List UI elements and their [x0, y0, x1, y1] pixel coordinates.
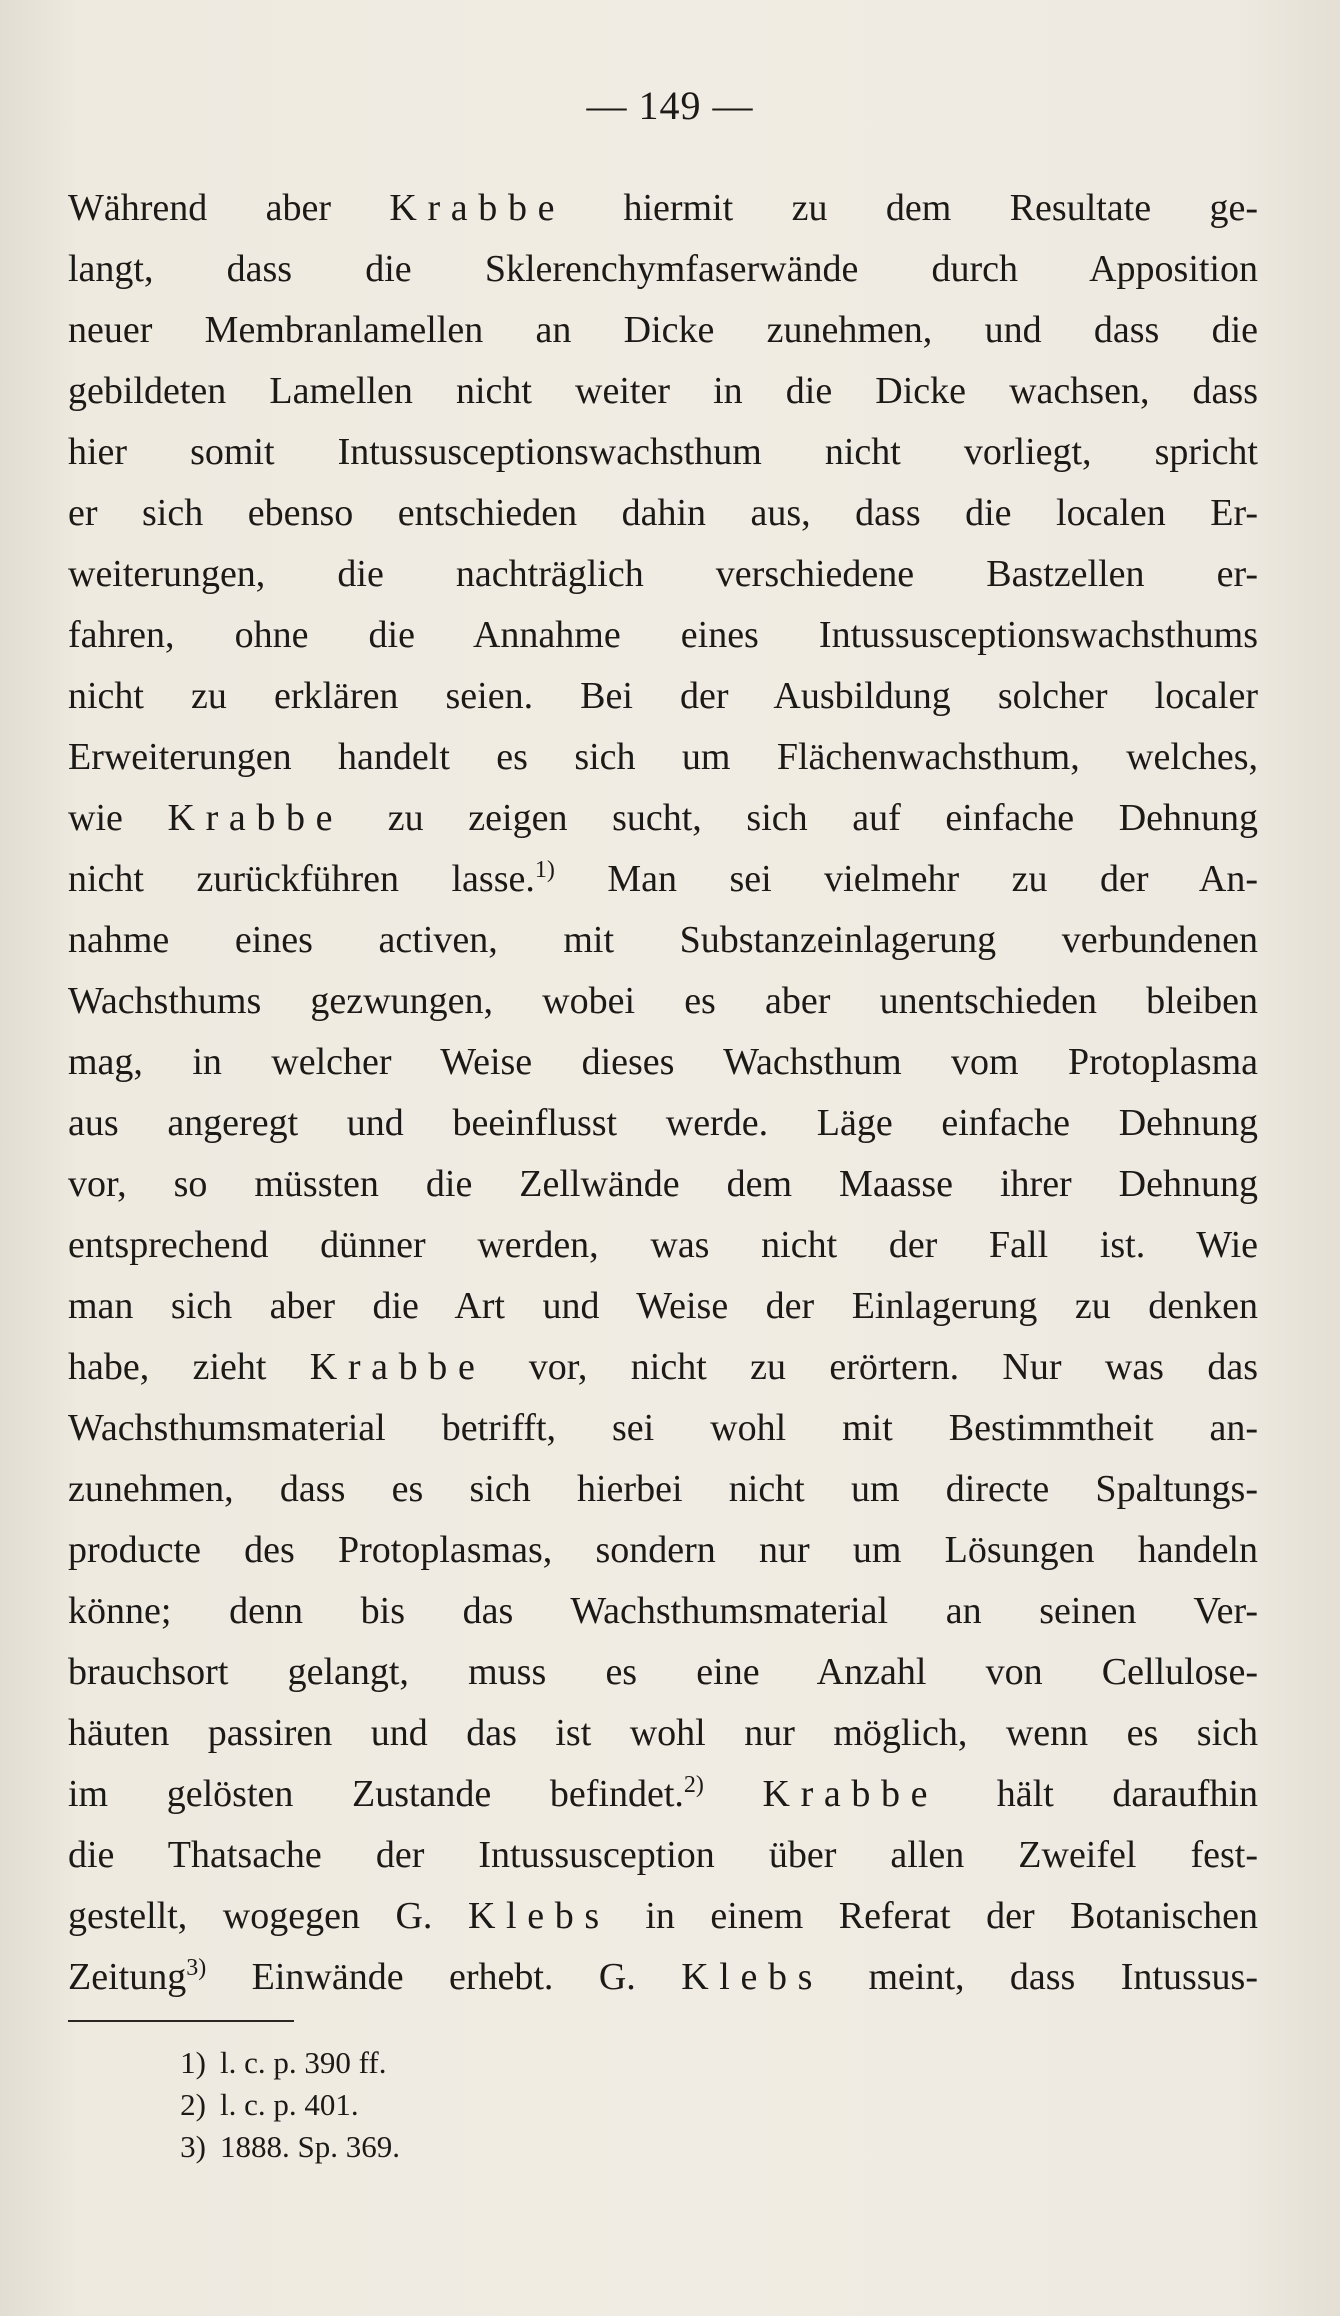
text-line — [68, 1886, 1258, 1947]
text-line: er sich ebenso entschieden dahin aus, dass die localen Er- — [68, 492, 1258, 534]
text-run: hält daraufhin — [938, 1773, 1258, 1815]
footnote-2 — [150, 2084, 400, 2126]
footnotes — [150, 2042, 400, 2168]
text-run: nicht zurückführen lasse. — [68, 858, 535, 900]
text-run: Zeitung — [68, 1956, 187, 1998]
footnote-1 — [150, 2042, 400, 2084]
text-line: häuten passiren und das ist wohl nur möglich, wenn es sich — [68, 1712, 1258, 1754]
spaced-name: Krabbe — [762, 1773, 939, 1815]
spaced-name: Krabbe — [309, 1346, 486, 1388]
text-line: fahren, ohne die Annahme eines Intussusceptionswachsthums — [68, 614, 1258, 656]
text-line: weiterungen, die nachträglich verschiedene Bastzellen er- — [68, 553, 1258, 595]
footnote-text: l. c. p. 401. — [220, 2087, 359, 2122]
text-run: habe, zieht — [68, 1346, 310, 1388]
spaced-name: Krabbe — [389, 187, 566, 229]
text-line: neuer Membranlamellen an Dicke zunehmen, und dass die — [68, 309, 1258, 351]
page-number: — 149 — — [586, 83, 754, 128]
text-line — [68, 1947, 1258, 2008]
spaced-name: Krabbe — [167, 797, 344, 839]
text-line: langt, dass die Sklerenchymfaserwände durch Apposition — [68, 248, 1258, 290]
text-line: Erweiterungen handelt es sich um Flächenwachsthum, welches, — [68, 736, 1258, 778]
text-run: zu zeigen sucht, sich auf einfache Dehnung — [343, 797, 1258, 839]
text-line: nahme eines activen, mit Substanzeinlagerung verbundenen — [68, 919, 1258, 961]
text-line: Wachsthumsmaterial betrifft, sei wohl mit Bestimmtheit an- — [68, 1407, 1258, 1449]
text-run — [704, 1773, 763, 1815]
footnote-ref-2[interactable]: 2) — [683, 1772, 704, 1798]
text-line: nicht zu erklären seien. Bei der Ausbildung solcher localer — [68, 675, 1258, 717]
footnote-marker: 1) — [180, 2045, 206, 2080]
text-line: könne; denn bis das Wachsthumsmaterial an seinen Ver- — [68, 1590, 1258, 1632]
text-line — [68, 788, 1258, 849]
text-line: zunehmen, dass es sich hierbei nicht um directe Spaltungs- — [68, 1468, 1258, 1510]
text-run: meint, dass Intussus- — [823, 1956, 1258, 1998]
footnote-text: 1888. Sp. 369. — [220, 2129, 400, 2164]
footnote-3 — [150, 2126, 400, 2168]
text-line: producte des Protoplasmas, sondern nur um Lösungen handeln — [68, 1529, 1258, 1571]
text-line: mag, in welcher Weise dieses Wachsthum vom Protoplasma — [68, 1041, 1258, 1083]
text-line: die Thatsache der Intussusception über allen Zweifel fest- — [68, 1834, 1258, 1876]
text-line: man sich aber die Art und Weise der Einlagerung zu denken — [68, 1285, 1258, 1327]
text-run: gestellt, wogegen G. — [68, 1895, 468, 1937]
footnote-divider — [68, 2020, 294, 2022]
text-line — [68, 1337, 1258, 1398]
text-line: aus angeregt und beeinflusst werde. Läge einfache Dehnung — [68, 1102, 1258, 1144]
text-run: vor, nicht zu erörtern. Nur was das — [485, 1346, 1258, 1388]
text-line — [68, 1764, 1258, 1825]
footnote-ref-3[interactable]: 3) — [186, 1955, 207, 1981]
spaced-name: Klebs — [681, 1956, 824, 1998]
text-line: Wachsthums gezwungen, wobei es aber unentschieden bleiben — [68, 980, 1258, 1022]
text-line: hier somit Intussusceptionswachsthum nicht vorliegt, spricht — [68, 431, 1258, 473]
text-run: in einem Referat der Botanischen — [609, 1895, 1258, 1937]
text-line: vor, so müssten die Zellwände dem Maasse ihrer Dehnung — [68, 1163, 1258, 1205]
body-text — [68, 178, 1258, 2008]
footnote-ref-1[interactable]: 1) — [534, 857, 555, 883]
spaced-name: Klebs — [467, 1895, 610, 1937]
text-run: Man sei vielmehr zu der An- — [554, 858, 1258, 900]
text-run: hiermit zu dem Resultate ge- — [565, 187, 1259, 229]
text-line — [68, 178, 1258, 239]
text-run: im gelösten Zustande befindet. — [68, 1773, 684, 1815]
text-line: entsprechend dünner werden, was nicht der Fall ist. Wie — [68, 1224, 1258, 1266]
text-line — [68, 849, 1258, 910]
footnote-marker: 3) — [180, 2129, 206, 2164]
text-line: gebildeten Lamellen nicht weiter in die Dicke wachsen, dass — [68, 370, 1258, 412]
text-run: wie — [68, 797, 168, 839]
text-run: Während aber — [68, 187, 390, 229]
footnote-marker: 2) — [180, 2087, 206, 2122]
footnote-text: l. c. p. 390 ff. — [220, 2045, 387, 2080]
text-run: Einwände erhebt. G. — [206, 1956, 682, 1998]
text-line: brauchsort gelangt, muss es eine Anzahl von Cellulose- — [68, 1651, 1258, 1693]
